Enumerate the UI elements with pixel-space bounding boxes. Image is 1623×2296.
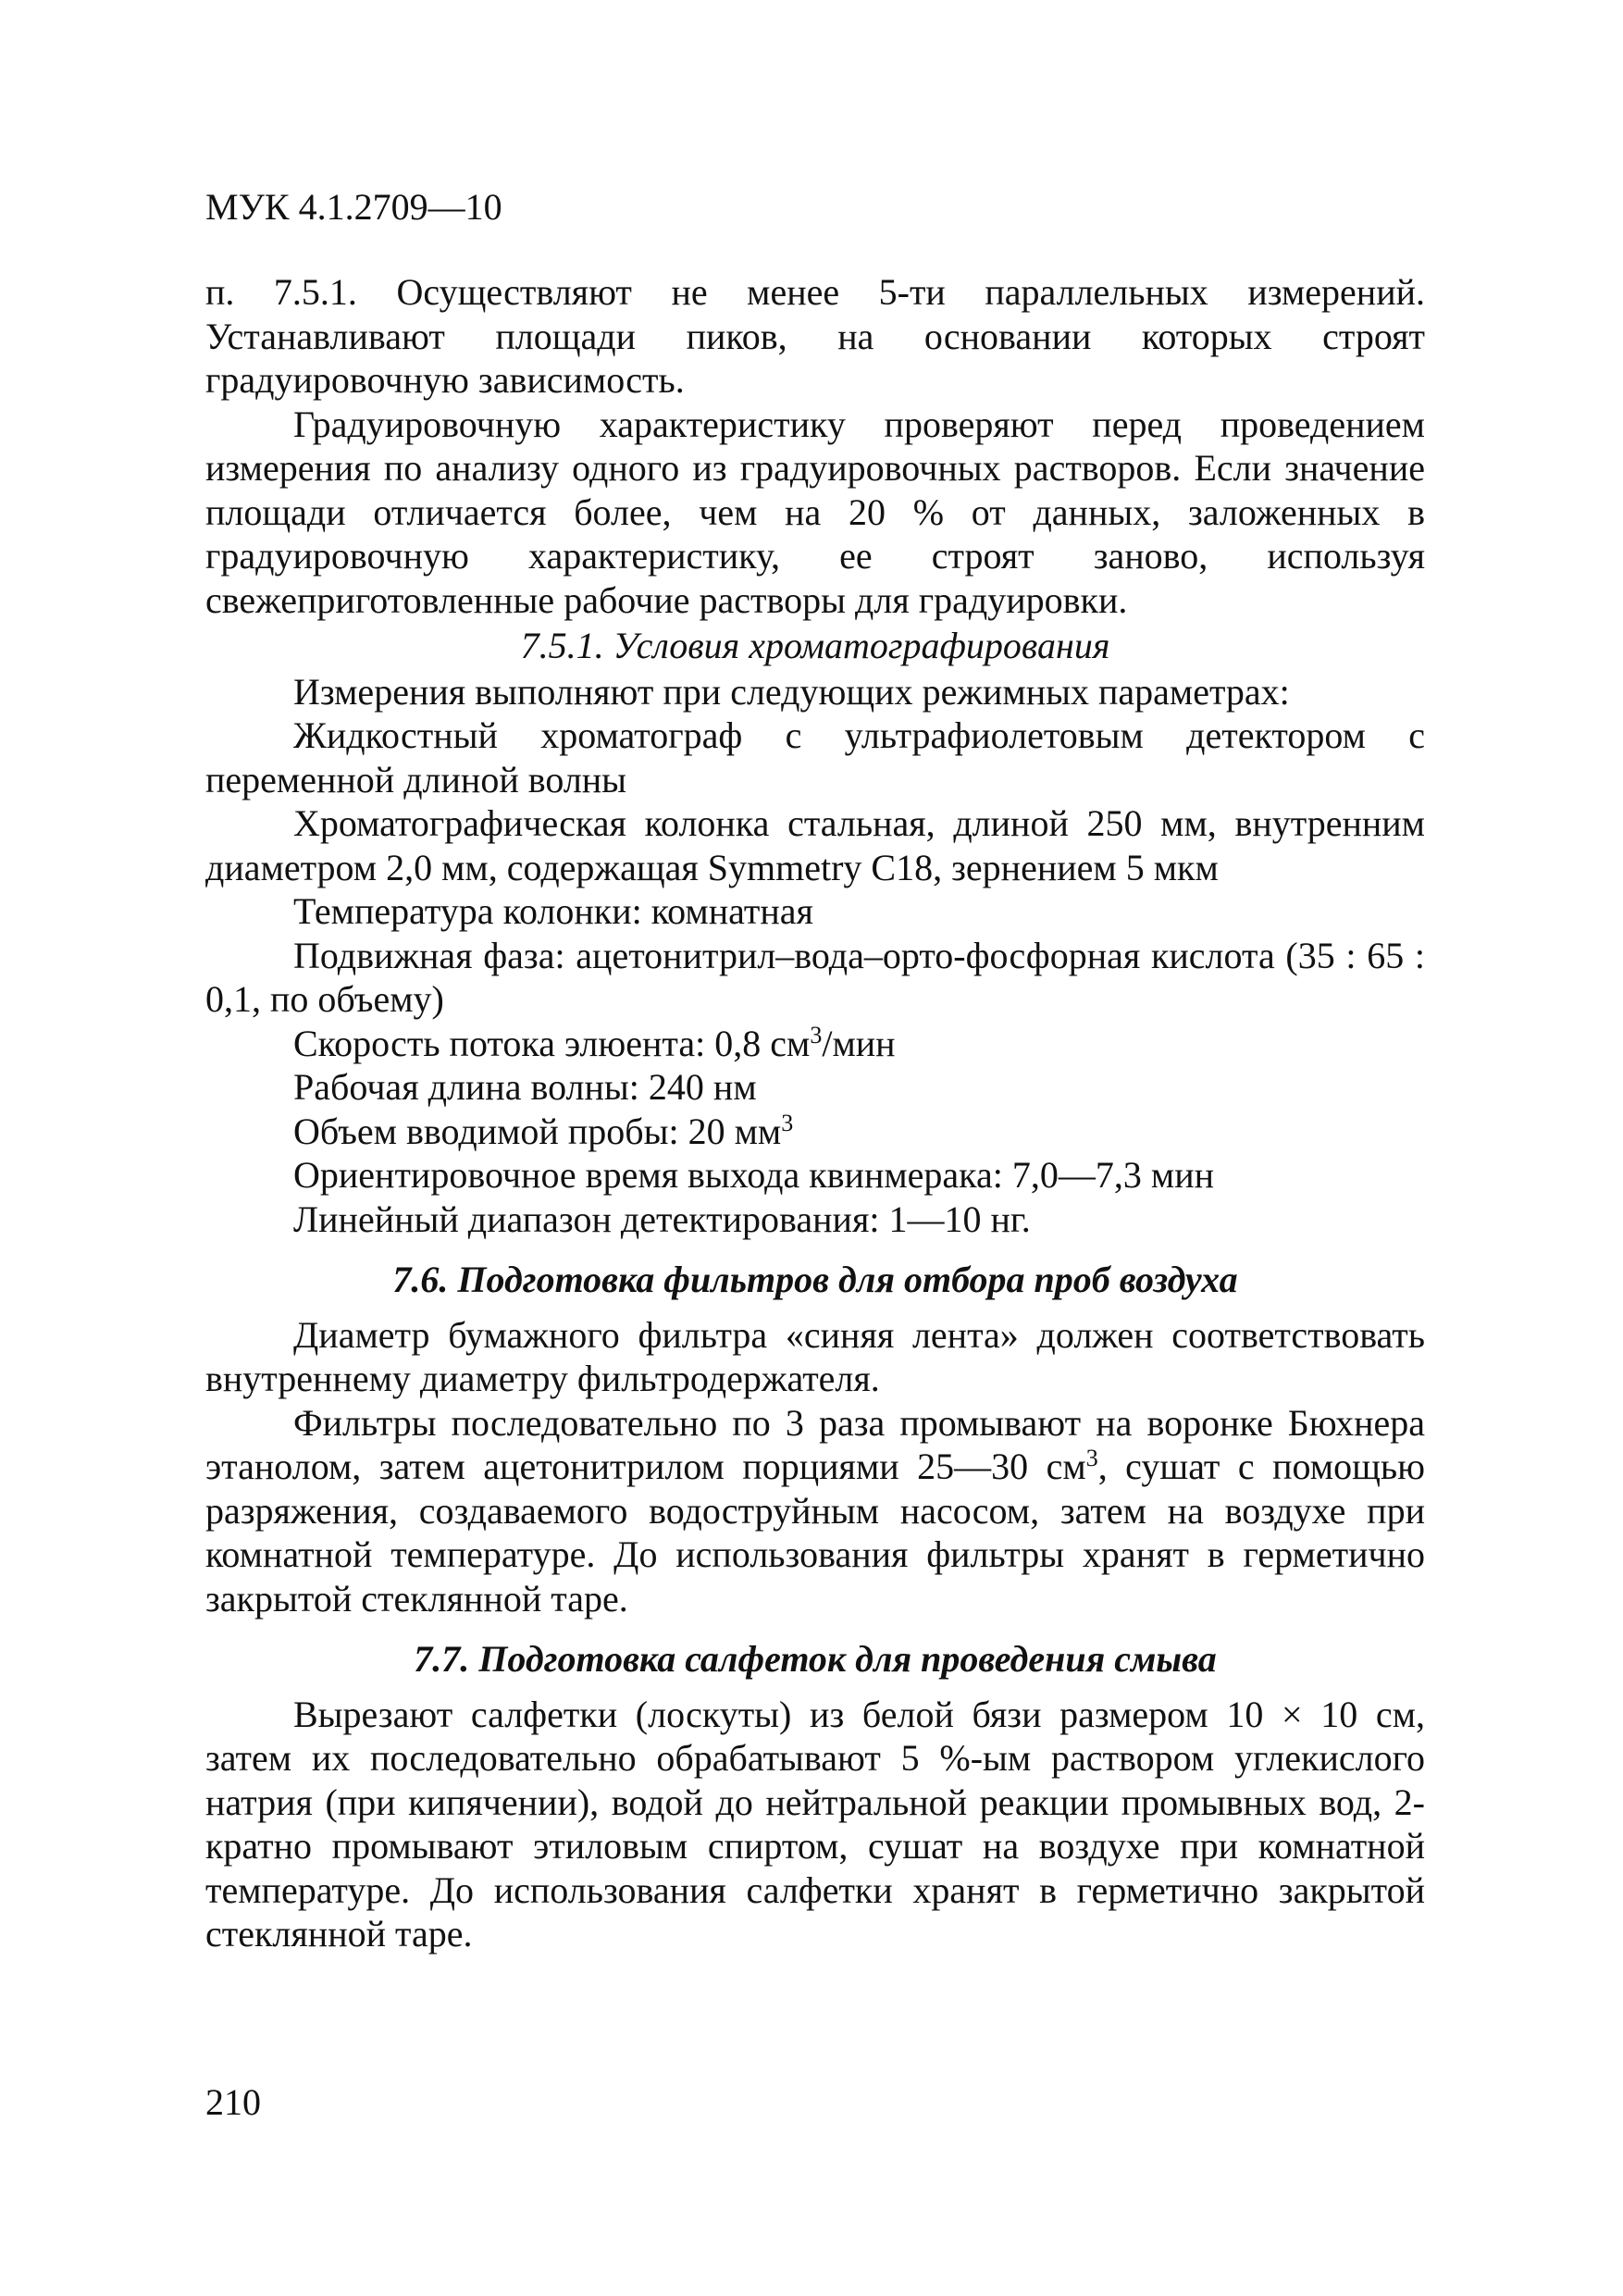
param-retention-time: Ориентировочное время выхода квинмерака: 7,0—7,3 мин xyxy=(293,1154,1214,1196)
document-code-header: МУК 4.1.2709—10 xyxy=(205,186,502,228)
param-chromatograph: Жидкостный хроматограф с ультрафиолетовым детектором с переменной длиной волны xyxy=(205,714,1425,800)
paragraph-filter-washing xyxy=(205,1401,1425,1621)
paragraph-continuation: п. 7.5.1. Осуществляют не менее 5-ти параллельных измерений. Устанавливают площади пиков, на основании которых строят градуировочную зависимость. xyxy=(205,271,1425,401)
paragraph-filter-diameter: Диаметр бумажного фильтра «синяя лента» должен соответствовать внутреннему диаметру фильтродержателя. xyxy=(205,1313,1425,1399)
paragraph-wipes-preparation: Вырезают салфетки (лоскуты) из белой бязи размером 10 × 10 см, затем их последовательно обрабатывают 5 %-ым раствором углекислого натрия (при кипячении), водой до нейтральной реакции промывных вод, 2-кратно промывают этиловым спиртом, сушат на воздухе при комнатной температуре. До использования салфетки хранят в герметично закрытой стеклянной таре. xyxy=(205,1693,1425,1955)
param-mobile-phase: Подвижная фаза: ацетонитрил–вода–орто-фосфорная кислота (35 : 65 : 0,1, по объему) xyxy=(205,934,1425,1020)
paragraph-calibration-check: Градуировочную характеристику проверяют перед проведением измерения по анализу одного из градуировочных растворов. Если значение площади отличается более, чем на 20 % от данных, заложенных в градуировочную характеристику, ее строят заново, используя свежеприготовленные рабочие растворы для градуировки. xyxy=(205,403,1425,621)
injection-volume-exponent: 3 xyxy=(781,1109,794,1136)
filter-washing-text-end: , сушат с помощью разряжения, создаваемого водоструйным насосом, затем на воздухе при комнатной температуре. До использования фильтры хранят в герметично закрытой стеклянной таре. xyxy=(205,1446,1425,1620)
param-wavelength: Рабочая длина волны: 240 нм xyxy=(293,1066,757,1108)
page-number: 210 xyxy=(205,2081,261,2123)
param-injection-volume xyxy=(205,1110,1425,1154)
param-column-temperature: Температура колонки: комнатная xyxy=(293,890,813,932)
param-flow-rate xyxy=(205,1022,1425,1066)
subsection-title-chromatography-conditions: 7.5.1. Условия хроматографирования xyxy=(520,625,1110,666)
parameters-intro: Измерения выполняют при следующих режимных параметрах: xyxy=(293,670,1290,713)
page-body xyxy=(205,270,1425,1956)
flow-rate-unit: /мин xyxy=(822,1022,896,1064)
flow-rate-text: Скорость потока элюента: 0,8 см xyxy=(293,1022,811,1064)
section-heading-wipes: 7.7. Подготовка салфеток для проведения смыва xyxy=(414,1638,1217,1680)
filter-washing-text-start: Фильтры последовательно по 3 раза промывают на воронке Бюхнера этанолом, затем ацетонитрилом порциями 25—30 см xyxy=(205,1401,1425,1487)
injection-volume-text: Объем вводимой пробы: 20 мм xyxy=(293,1110,782,1152)
chromatography-parameters xyxy=(205,670,1425,1242)
filter-washing-exponent: 3 xyxy=(1085,1445,1098,1471)
flow-rate-exponent: 3 xyxy=(810,1021,823,1049)
section-heading-filters: 7.6. Подготовка фильтров для отбора проб воздуха xyxy=(392,1259,1238,1300)
param-linear-range: Линейный диапазон детектирования: 1—10 нг. xyxy=(293,1198,1031,1240)
param-column: Хроматографическая колонка стальная, длиной 250 мм, внутренним диаметром 2,0 мм, содержащая Symmetry C18, зернением 5 мкм xyxy=(205,802,1425,888)
